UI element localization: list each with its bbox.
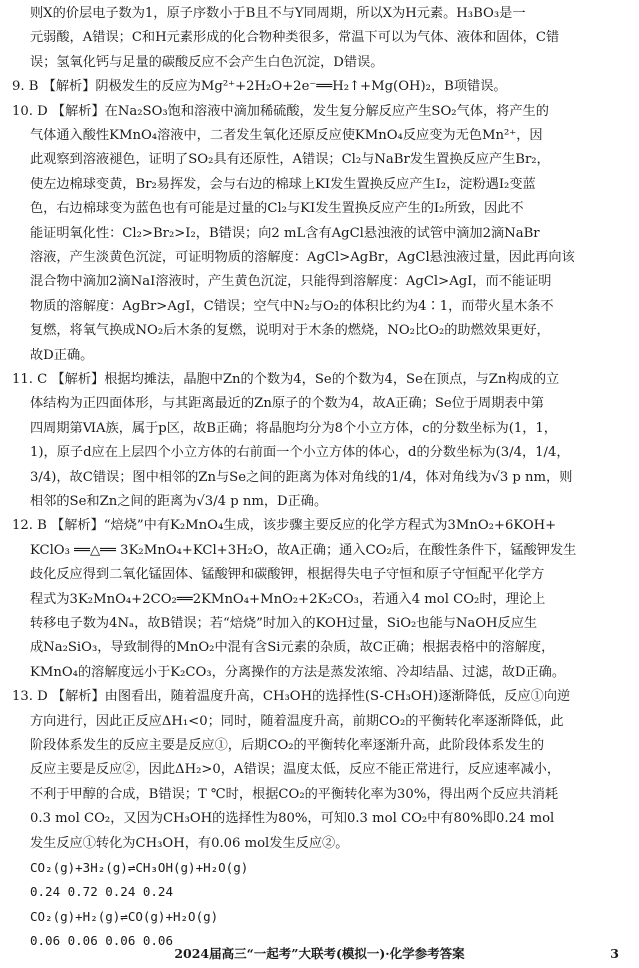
text-line: 10. D 【解析】在Na₂SO₃饱和溶液中滴加稀硫酸，发生复分解反应产生SO₂气体，将产生的 (12, 103, 549, 119)
text-line: 使左边棉球变黄，Br₂易挥发，会与右边的棉球上KI发生置换反应产生I₂，淀粉遇I₂变蓝 (30, 176, 536, 192)
text-line: 成Na₂SiO₃，导致制得的MnO₂中混有含Si元素的杂质，故C正确；根据表格中的溶解度， (30, 640, 555, 656)
text-line: 溶液，产生淡黄色沉淀，可证明物质的溶解度：AgCl>AgBr，AgCl悬浊液过量，因此再向该 (30, 250, 575, 265)
equation-line: CO₂(g)+3H₂(g)⇌CH₃OH(g)+H₂O(g) (30, 860, 249, 875)
text-line: 能证明氧化性：Cl₂>Br₂>I₂，B错误；向2 mL含有AgCl悬浊液的试管中滴加2滴NaBr (30, 225, 540, 241)
text-line: 此观察到溶液褪色，证明了SO₂具有还原性，A错误；Cl₂与NaBr发生置换反应产生Br₂， (30, 152, 550, 168)
text-line: 元弱酸，A错误；C和H元素形成的化合物种类很多，常温下可以为气体、液体和固体，C错 (30, 30, 560, 46)
text-line: 转移电子数为4Nₐ，故B错误；若“焙烧”时加入的KOH过量，SiO₂也能与NaOH反应生 (30, 616, 538, 631)
text-line: 相邻的Se和Zn之间的距离为√3/4 p nm，D正确。 (30, 494, 328, 509)
text-line: 色，右边棉球变为蓝色也有可能是过量的Cl₂与KI发生置换反应产生的I₂所致，因此不 (30, 201, 524, 217)
text-line: 不利于甲醇的合成，B错误；T ℃时，根据CO₂的平衡转化率为30%，得出两个反应共消耗 (30, 786, 559, 802)
text-line: 13. D 【解析】由图看出，随着温度升高，CH₃OH的选择性(S-CH₃OH)逐渐降低，反应①向逆 (12, 689, 571, 705)
text-line: 歧化反应得到二氧化锰固体、锰酸钾和碳酸钾，根据得失电子守恒和原子守恒配平化学方 (30, 567, 545, 583)
text-line: 反应主要是反应②，因此ΔH₂>0，A错误；温度太低，反应不能正常进行，反应速率减小， (30, 762, 561, 778)
text-line: KClO₃ ══△══ 3K₂MnO₄+KCl+3H₂O，故A正确；通入CO₂后，在酸性条件下，锰酸钾发生 (30, 542, 577, 558)
equation-line: 0.06 0.06 0.06 0.06 (30, 933, 173, 949)
text-line: 1)，原子d应在上层四个小立方体的右前面一个小立方体的体心，d的分数坐标为(3/4，1/4， (30, 445, 570, 461)
text-line: 12. B 【解析】“焙烧”中有K₂MnO₄生成，该步骤主要反应的化学方程式为3MnO₂+6KOH+ (12, 518, 557, 534)
text-line: 混合物中滴加2滴NaI溶液时，产生黄色沉淀，只能得到溶解度：AgCl>AgI，而不能证明 (30, 274, 552, 290)
text-line: 气体通入酸性KMnO₄溶液中，二者发生氧化还原反应使KMnO₄反应变为无色Mn²⁺，因 (30, 128, 543, 143)
text-line: 程式为3K₂MnO₄+2CO₂══2KMnO₄+MnO₂+2K₂CO₃，若通入4 mol CO₂时，理论上 (30, 591, 546, 607)
equation-line: CO₂(g)+H₂(g)⇌CO(g)+H₂O(g) (30, 908, 219, 924)
text-line: KMnO₄的溶解度远小于K₂CO₃，分离操作的方法是蒸发浓缩、冷却结晶、过滤，故D正确。 (30, 664, 566, 680)
text-line: 误；氢氧化钙与足量的碳酸反应不会产生白色沉淀，D错误。 (30, 54, 384, 70)
text-line: 3/4)，故C错误；图中相邻的Zn与Se之间的距离为体对角线的1/4，体对角线为√3 p nm，则 (30, 469, 573, 485)
text-line: 11. C 【解析】根据均摊法，晶胞中Zn的个数为4，Se的个数为4，Se在顶点，与Zn构成的立 (12, 372, 560, 387)
text-line: 则X的价层电子数为1，原子序数小于B且不与Y同周期，所以X为H元素。H₃BO₃是一 (30, 6, 526, 21)
text-line: 方向进行，因此正反应ΔH₁<0；同时，随着温度升高，前期CO₂的平衡转化率逐渐降低，此 (30, 713, 564, 729)
text-line: 0.3 mol CO₂，又因为CH₃OH的选择性为80%，可知0.3 mol CO₂中有80%即0.24 mol (30, 811, 555, 827)
page-number: 3 (610, 946, 619, 961)
text-line: 阶段体系发生的反应主要是反应①，后期CO₂的平衡转化率逐渐升高，此阶段体系发生的 (30, 738, 545, 753)
text-line: 体结构为正四面体形，与其距离最近的Zn原子的个数为4，故A正确；Se位于周期表中第 (30, 396, 544, 412)
text-line: 物质的溶解度：AgBr>AgI，C错误；空气中N₂与O₂的体积比约为4∶1，而带火星木条不 (30, 298, 554, 314)
page-footer: 2024届高三“一起考”大联考(模拟一)·化学参考答案 3 (0, 942, 639, 966)
text-line: 故D正确。 (30, 347, 94, 363)
text-line: 发生反应①转化为CH₃OH，有0.06 mol发生反应②。 (30, 835, 349, 851)
text-line: 四周期第ⅥA族，属于p区，故B正确；将晶胞均分为8个小立方体，c的分数坐标为(1，1， (30, 420, 557, 436)
equation-line: 0.24 0.72 0.24 0.24 (30, 884, 173, 900)
text-line: 9. B 【解析】阴极发生的反应为Mg²⁺+2H₂O+2e⁻══H₂↑+Mg(OH)₂，B项错误。 (12, 79, 507, 95)
text-line: 复燃，将氧气换成NO₂后木条的复燃，说明对于木条的燃烧，NO₂比O₂的助燃效果更好， (30, 323, 550, 339)
